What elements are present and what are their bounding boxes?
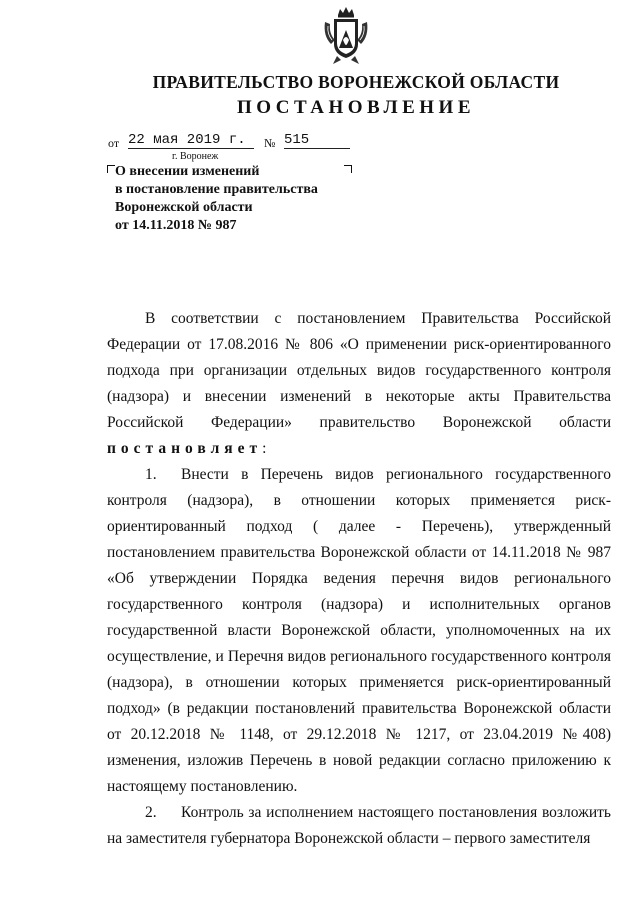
- date-value: 22 мая 2019 г.: [128, 132, 254, 149]
- item-number: 1.: [145, 466, 157, 483]
- city-label: г. Воронеж: [172, 151, 219, 162]
- intro-text: В соответствии с постановлением Правительства Российской Федерации от 17.08.2016 № 806 «О применении риск-ориентированного подхода при организации отдельных видов государственного контроля (надзора) и внесении изменений в некоторые акты Правительства Российской Федерации» правительство Воронежской области: [107, 310, 611, 431]
- subject-line: О внесении изменений: [115, 164, 260, 179]
- bracket-left-icon: [107, 165, 115, 173]
- subject-line: Воронежской области: [115, 200, 253, 215]
- date-label: от: [108, 136, 120, 150]
- document-type: ПОСТАНОВЛЕНИЕ: [236, 97, 476, 118]
- item-paragraph: [107, 462, 611, 800]
- number-label: №: [264, 136, 276, 150]
- number-value: 515: [284, 132, 350, 149]
- resolves-colon: :: [262, 440, 267, 457]
- government-title: ПРАВИТЕЛЬСТВО ВОРОНЕЖСКОЙ ОБЛАСТИ: [152, 72, 560, 92]
- coat-of-arms-icon: [321, 6, 371, 66]
- subject-line: от 14.11.2018 № 987: [115, 218, 237, 233]
- item-text: Контроль за исполнением настоящего постановления возложить на заместителя губернатора Воронежской области – первого заместителя: [107, 804, 611, 847]
- intro-paragraph: [107, 306, 611, 462]
- subject-line: в постановление правительства: [115, 182, 318, 197]
- item-text: Внести в Перечень видов регионального государственного контроля (надзора), в отношении которых применяется риск-ориентированный подход ( далее - Перечень), утвержденный постановлением правительства Воронежской области от 14.11.2018 № 987 «Об утверждении Порядка ведения перечня видов регионального государственного контроля (надзора) и исполнительных органов государственной власти Воронежской области, уполномоченных на их осуществление, и Перечня видов регионального государственного контроля (надзора), в отношении которых применяется риск-ориентированный подход» (в редакции постановлений правительства Воронежской области от 20.12.2018 № 1148, от 29.12.2018 № 1217, от 23.04.2019 №408) изменения, изложив Перечень в новой редакции согласно приложению к настоящему постановлению.: [107, 466, 611, 795]
- document-subject: [115, 163, 355, 235]
- resolves-word: постановляет: [107, 440, 263, 457]
- document-body: [107, 306, 611, 852]
- item-number: 2.: [145, 804, 157, 821]
- item-paragraph: [107, 800, 611, 852]
